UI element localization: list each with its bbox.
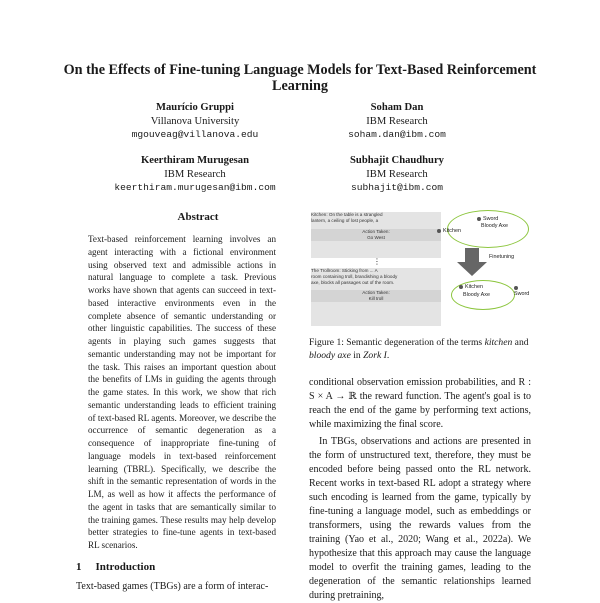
panel-line: Kitchen: On the table is a strangled <box>311 212 383 217</box>
author-name: Soham Dan <box>370 102 424 113</box>
observation-panel-2 <box>311 268 441 326</box>
panel-line: lantern, a ceiling of lost people, a <box>311 218 379 223</box>
point-marker <box>437 229 441 233</box>
author-block <box>85 101 305 142</box>
author-block <box>287 154 507 195</box>
caption-text: and <box>512 337 529 348</box>
author-block <box>287 101 507 142</box>
caption-text: . <box>386 349 390 361</box>
panel-line: axe, blocks all passages out of the room. <box>311 280 395 285</box>
paper-title: On the Effects of Fine-tuning Language Models for Text-Based Reinforcement Learning <box>63 62 537 94</box>
author-email: keerthiram.murugesan@ibm.com <box>114 182 276 193</box>
caption-game: Zork I <box>363 349 387 361</box>
point-label: Bloody Axe <box>463 292 490 298</box>
caption-term: bloody axe <box>309 349 351 361</box>
point-label: Sword <box>514 291 530 297</box>
finetuning-label: Finetuning <box>489 254 515 260</box>
point-label: Kitchen <box>443 228 461 234</box>
action-box <box>311 290 441 302</box>
abstract-body: Text-based reinforcement learning involves an agent interacting with a fictional environment using observed text and admissible actions in natural language to complete a task. Previous works have shown that agents can succeed in text-based interactive environments even in the complete absence of semantic understanding or other linguistic capabilities. The success of these agents in playing such games suggests that semantic understanding may not be important for the task. This raises an important question about the benefits of LMs in guiding the agents through the game states. In this work, we show that rich semantic understanding leads to efficient training of text-based RL agents. Moreover, we describe the occurrence of semantic degeneration as a consequence of inappropriate fine-tuning of language models in text-based reinforcement learning (TBRL). Specifically, we describe the shift in the semantic representation of words in the LM, as well as how it affects the performance of the agent in tasks that are semantically similar to the training games. These results may help develop better strategies to fine-tune agents in text-based RL scenarios. <box>88 234 276 550</box>
figure-1 <box>309 210 529 330</box>
axe-point-after <box>463 292 490 298</box>
author-name: Keerthiram Murugesan <box>141 155 249 166</box>
point-label: Sword <box>483 216 499 222</box>
ellipsis: ⋮ <box>373 257 381 266</box>
author-affiliation: Villanova University <box>150 115 240 127</box>
body-paragraph: conditional observation emission probabilities, and R : S × A → ℝ the reward function. The agent's goal is to reach the end of the game by performing text actions, while maximizing the final score. <box>309 377 531 430</box>
point-label: Bloody Axe <box>481 223 508 229</box>
author-affiliation: IBM Research <box>366 115 428 127</box>
point-marker <box>514 286 518 290</box>
author-name: Maurício Gruppi <box>156 102 234 113</box>
caption-term: kitchen <box>484 337 513 348</box>
action-label: Action Taken: <box>362 290 390 295</box>
abstract-heading: Abstract <box>177 211 219 223</box>
down-arrow-icon <box>457 248 487 276</box>
author-email: mgouveag@villanova.edu <box>131 129 259 140</box>
intro-first-line: Text-based games (TBGs) are a form of interac- <box>76 581 269 592</box>
body-paragraph: In TBGs, observations and actions are presented in the form of unstructured text, therefore, they must be encoded before being passed onto the RL network. Recent works in text-based RL adopt a strategy where such encoding is learned from the game, typically by fine-tuning a language model, such as embeddings or transformers, using the rewards values from the training (Yao et al., 2020; Wang et al., 2022a). We hypothesize that this approach may cause the language model to overfit the training games, leading to the degeneration of the semantic relationships learned during pretraining, <box>309 436 531 601</box>
section-heading <box>76 561 155 573</box>
point-label: Kitchen <box>465 284 483 290</box>
kitchen-point-before <box>437 228 461 234</box>
author-email: soham.dan@ibm.com <box>348 129 446 140</box>
caption-text: in <box>350 349 364 361</box>
panel-line: The Trollroom: Sticking from ... A <box>311 268 378 273</box>
right-column-body <box>309 376 531 603</box>
author-email: subhajit@ibm.com <box>350 182 444 193</box>
observation-panel-1 <box>311 212 441 258</box>
author-block <box>85 154 305 195</box>
point-marker <box>459 285 463 289</box>
figure-caption <box>309 337 531 362</box>
action-value: Go West <box>367 235 385 240</box>
author-name: Subhajit Chaudhury <box>350 155 444 166</box>
action-label: Action Taken: <box>362 229 390 234</box>
section-title: Introduction <box>95 561 156 573</box>
author-affiliation: IBM Research <box>366 168 428 180</box>
axe-point-before <box>481 223 508 229</box>
panel-line: room containing troll, brandishing a bloody <box>311 274 398 279</box>
caption-text: Figure 1: Semantic degeneration of the terms <box>309 337 485 348</box>
point-marker <box>477 217 481 221</box>
sword-point-before <box>477 216 498 222</box>
action-value: Kill troll <box>368 296 384 301</box>
author-affiliation: IBM Research <box>164 168 226 180</box>
action-box <box>311 229 441 241</box>
kitchen-point-after <box>459 284 483 290</box>
section-number: 1 <box>76 561 82 573</box>
sword-point-after <box>514 285 529 297</box>
